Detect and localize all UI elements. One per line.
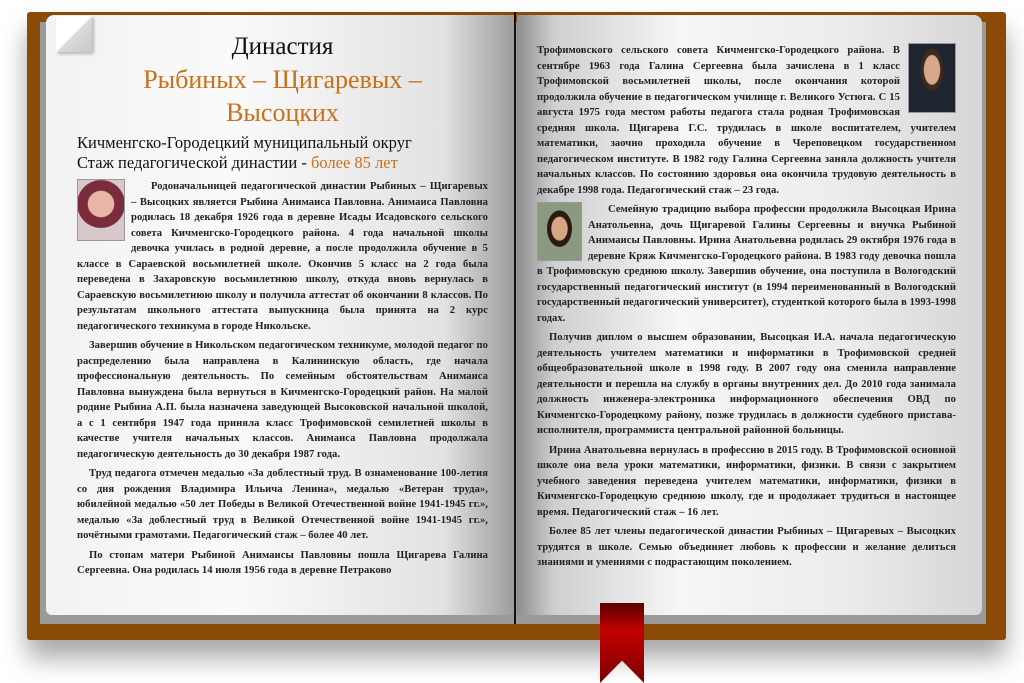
paragraph: Завершив обучение в Никольском педагогическом техникуме, молодой педагог по распределению была направлена в Калининскую область, где начала профессиональную деятельность. По семейным обстоятельствам Анимаиса Павловна вынуждена была вернуться в Кичменгско-Городецкий район. На малой родине Рыбина А.П. была назначена заведующей Высоковской начальной школой, а с 1 сентября 1947 года приняла класс Трофимовской семилетней школы в качестве учителя начальных классов. Анимаиса Павловна продолжала педагогическую деятельность до 30 декабря 1987 года.: [77, 340, 488, 460]
subtitle: [77, 133, 488, 173]
paragraph: Родоначальницей педагогической династии Рыбиных – Щигаревых – Высоцких является Рыбина Анимаиса Павловна. Анимаиса Павловна родилась 18 декабря 1926 года в деревне Исады Исадовского сельского совета Кичменгско-Городецкого района. 4 года начальной школы девочка училась в родной деревне, а после продолжила обучение в 5 классе в Сараевской восьмилетней школе. Окончив 5 класс на 2 года была переведена в Захаровскую восьмилетнюю школу, откуда вновь вернулась в Сараевскую восьмилетнюю школу и получила аттестат об окончании 8 классов. По результатам школьного аттестата выпускница была принята на 2 курс педагогического техникума в городе Никольске.: [77, 181, 488, 332]
left-page: [46, 15, 514, 615]
book-spine: [514, 12, 516, 624]
experience-value: более 85 лет: [310, 153, 398, 172]
paragraph: Семейную традицию выбора профессии продолжила Высоцкая Ирина Анатольевна, дочь Щигаревой Галины Сергеевны и внучка Рыбиной Анимаисы Павловны. Ирина Анатольевна родилась 29 октября 1976 года в деревне Кряж Кичменгско-Городецкого района. В 1983 году девочка пошла в Трофимовскую среднюю школу. Завершив обучение, она поступила в Вологодский государственный педагогический институт (в 1994 переименованный в Вологодский государственный педагогический университет), студенткой которого была в 1993-1998 годах.: [537, 204, 956, 324]
left-text: [77, 179, 488, 579]
portrait-vysotskaya-photo: [537, 202, 582, 261]
right-page: [517, 15, 982, 615]
title-line-1: Династия: [231, 33, 334, 60]
paragraph: Ирина Анатольевна вернулась в профессию в 2015 году. В Трофимовской основной школе она вела уроки математики, информатики, физики. В связи с закрытием учебного заведения переведена учителем математики, информатики, физики в Кичменгско-Городецкую среднюю школу, где и продолжает трудиться в настоящее время. Педагогический стаж – 16 лет.: [537, 444, 956, 518]
paragraph: Труд педагога отмечен медалью «За доблестный труд. В ознаменование 100-летия со дня рождения Владимира Ильича Ленина», медалью «Ветеран труда», юбилейной медалью «50 лет Победы в Великой Отечественной войне 1941-1945 гг.», медалью «За доблестный труд в Великой Отечественной войне 1941-1945 гг.», почётными грамотами. Педагогический стаж – более 40 лет.: [77, 468, 488, 541]
title-block: [77, 31, 488, 129]
district-name: Кичменгско-Городецкий муниципальный округ: [77, 133, 412, 152]
page-curl-icon: [56, 16, 92, 52]
title-line-2: Рыбиных – Щигаревых –: [143, 65, 422, 94]
experience-label: Стаж педагогической династии -: [77, 153, 311, 172]
paragraph: Трофимовского сельского совета Кичменгско-Городецкого района. В сентябре 1963 года Галина Сергеевна была зачислена в 1 класс Трофимовской восьмилетней школы, после окончания которой продолжила обучение в педагогическом училище г. Великого Устюга. С 15 августа 1975 года местом работы педагога стала родная Трофимовская средняя школа. Щигарева Г.С. трудилась в школе воспитателем, учителем математики, заочно проходила обучение в Череповецком государственном педагогическом институте. В 1982 году Галина Сергеевна заняла должность учителя начальных классов. По состоянию здоровья она окончила трудовую деятельность в декабре 1998 года. Педагогический стаж – 23 года.: [537, 45, 956, 196]
portrait-shchigareva-photo: [908, 43, 956, 113]
title-line-3: Высоцких: [226, 98, 339, 127]
experience-line: [77, 153, 488, 173]
bookmark-ribbon-icon: [600, 603, 644, 683]
portrait-rybina-photo: [77, 179, 125, 241]
paragraph: По стопам матери Рыбиной Анимаисы Павловны пошла Щигарева Галина Сергеевна. Она родилась 14 июля 1956 года в деревне Петраково: [77, 549, 488, 576]
right-text-section: [537, 202, 956, 326]
paragraph: Получив диплом о высшем образовании, Высоцкая И.А. начала педагогическую деятельность учителем математики и информатики в Трофимовской средней общеобразовательной школе в 1998 году. В 2007 году она сменила направление деятельности и перешла на службу в органы внутренних дел. До 2010 года занимала должность инженера-электроника информационного обеспечения ОВД по Кичменгско-Городецкому району, позже трудилась в должности судебного пристава-исполнителя, программиста центральной районной больницы.: [537, 332, 956, 436]
paragraph: Более 85 лет члены педагогической династии Рыбиных – Щигаревых – Высоцких трудятся в школе. Семью объединяет любовь к профессии и желание делиться знаниями и умениями с подрастающим поколением.: [537, 526, 956, 568]
